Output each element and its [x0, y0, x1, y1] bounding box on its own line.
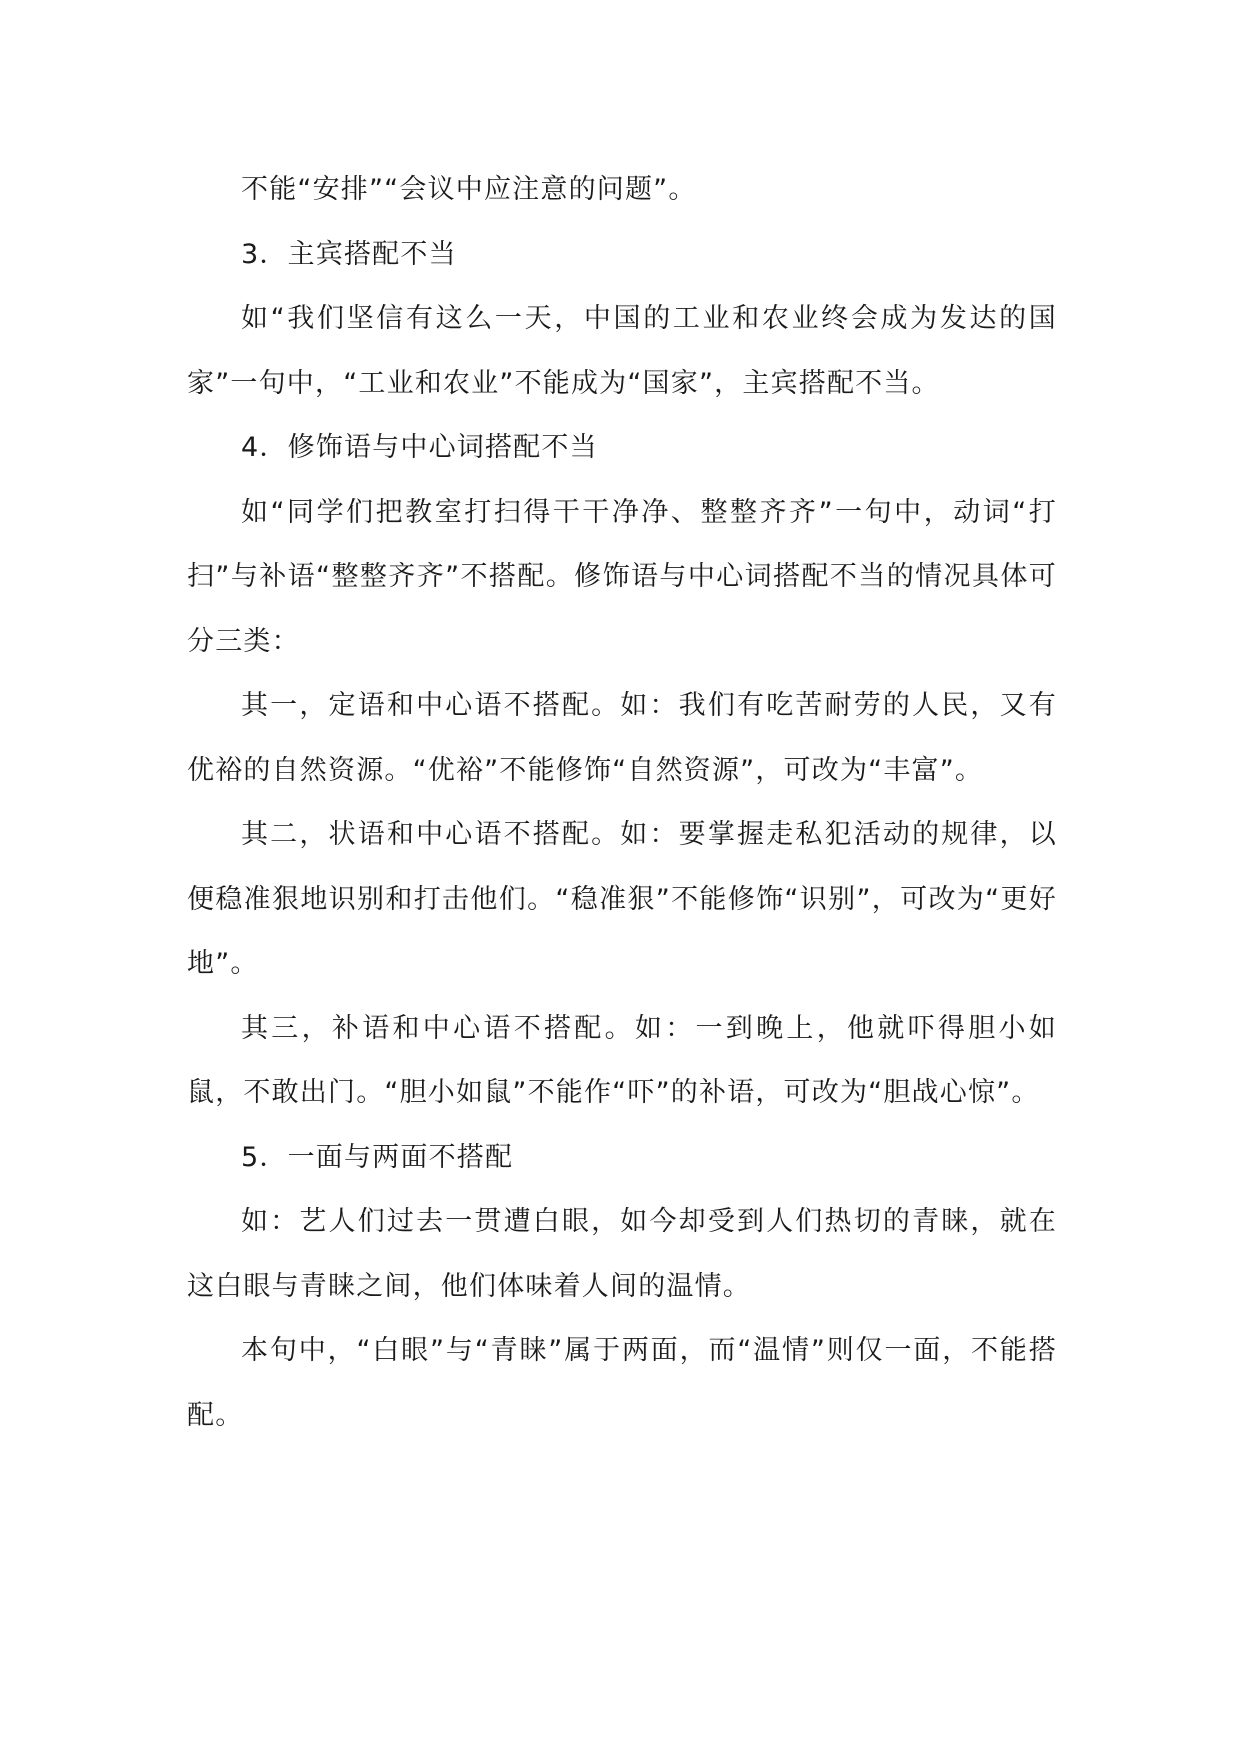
paragraph: 其一，定语和中心语不搭配。如：我们有吃苦耐劳的人民，又有优裕的自然资源。“优裕”不能修饰“自然资源”，可改为“丰富”。	[187, 690, 1057, 786]
paragraph: 其二，状语和中心语不搭配。如：要掌握走私犯活动的规律，以便稳准狠地识别和打击他们。“稳准狠”不能修饰“识别”，可改为“更好地”。	[187, 819, 1057, 979]
document-body	[187, 158, 1057, 1448]
paragraph: 不能“安排”“会议中应注意的问题”。	[241, 174, 697, 205]
section-heading: 3．主宾搭配不当	[241, 238, 457, 270]
paragraph: 本句中，“白眼”与“青睐”属于两面，而“温情”则仅一面，不能搭配。	[187, 1335, 1057, 1431]
paragraph: 如“同学们把教室打扫得干干净净、整整齐齐”一句中，动词“打扫”与补语“整整齐齐”不搭配。修饰语与中心词搭配不当的情况具体可分三类：	[187, 496, 1057, 657]
paragraph: 如“我们坚信有这么一天，中国的工业和农业终会成为发达的国家”一句中，“工业和农业”不能成为“国家”，主宾搭配不当。	[187, 303, 1057, 399]
section-heading: 4．修饰语与中心词搭配不当	[241, 432, 598, 463]
paragraph: 如：艺人们过去一贯遭白眼，如今却受到人们热切的青睐，就在这白眼与青睐之间，他们体味着人间的温情。	[187, 1206, 1057, 1302]
paragraph: 其三，补语和中心语不搭配。如：一到晚上，他就吓得胆小如鼠，不敢出门。“胆小如鼠”不能作“吓”的补语，可改为“胆战心惊”。	[187, 1012, 1057, 1108]
section-heading: 5．一面与两面不搭配	[241, 1141, 514, 1173]
